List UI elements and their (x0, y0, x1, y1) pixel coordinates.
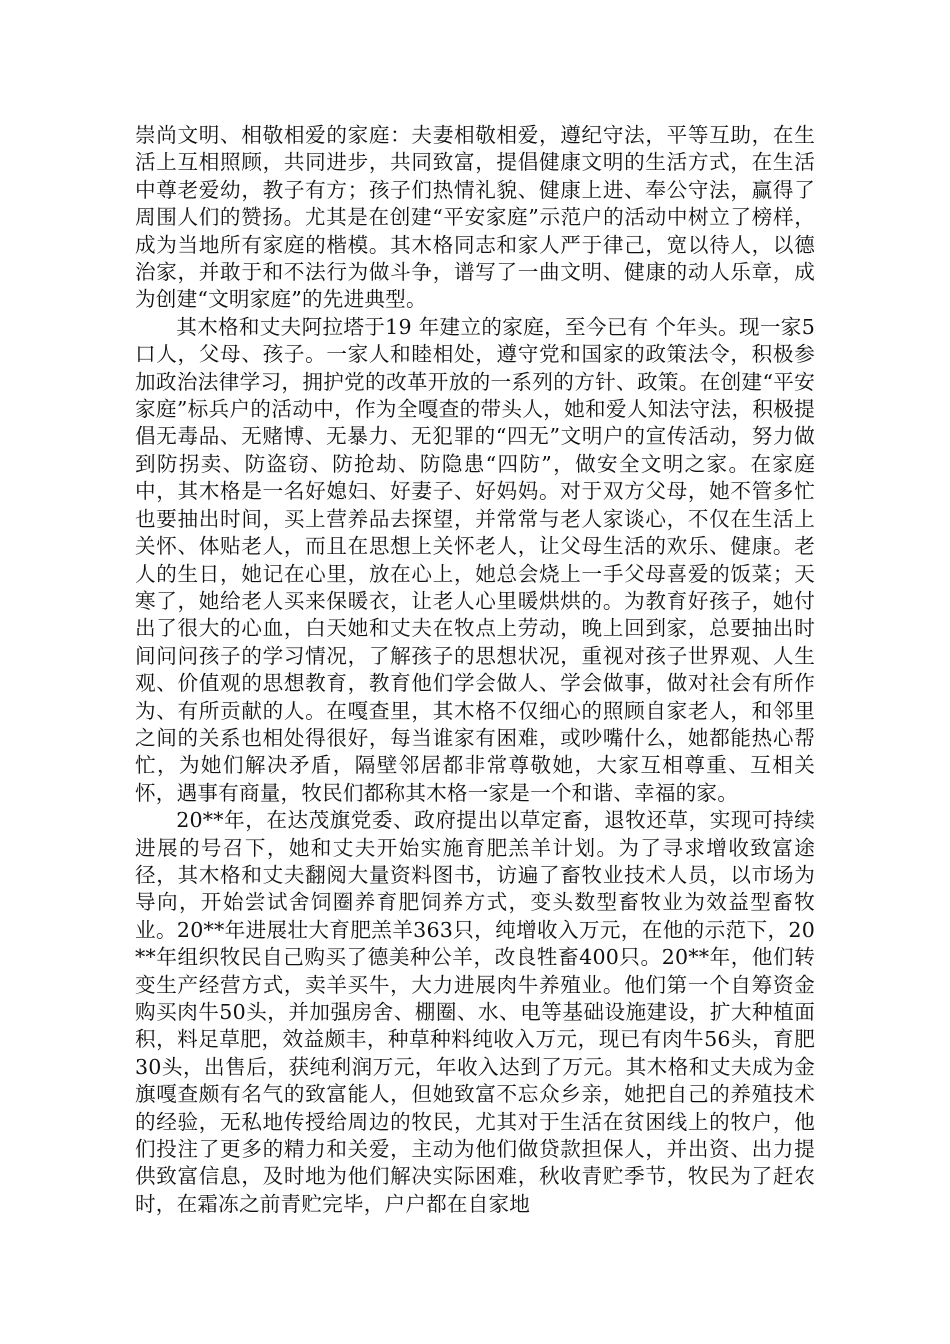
document-body (135, 122, 815, 1218)
paragraph-3: 20**年，在达茂旗党委、政府提出以草定畜，退牧还草，实现可持续进展的号召下，她和丈夫开始实施育肥羔羊计划。为了寻求增收致富途径，其木格和丈夫翻阅大量资料图书，访遍了畜牧业技术人员，以市场为导向，开始尝试舍饲圈养育肥饲养方式，变头数型畜牧业为效益型畜牧业。20**年进展壮大育肥羔羊363只，纯增收入万元，在他的示范下，20**年组织牧民自己购买了德美种公羊，改良牲畜400只。20**年，他们转变生产经营方式，卖羊买牛，大力进展肉牛养殖业。他们第一个自筹资金购买肉牛50头，并加强房舍、棚圈、水、电等基础设施建设，扩大种植面积，料足草肥，效益颇丰，种草种料纯收入万元，现已有肉牛56头，育肥30头，出售后，获纯利润万元，年收入达到了万元。其木格和丈夫成为金旗嘎查颇有名气的致富能人，但她致富不忘众乡亲，她把自己的养殖技术的经验，无私地传授给周边的牧民，尤其对于生活在贫困线上的牧户，他们投注了更多的精力和关爱，主动为他们做贷款担保人，并出资、出力提供致富信息，及时地为他们解决实际困难，秋收青贮季节，牧民为了赶农时，在霜冻之前青贮完毕，户户都在自家地 (135, 808, 815, 1216)
paragraph-1: 崇尚文明、相敬相爱的家庭：夫妻相敬相爱，遵纪守法，平等互助，在生活上互相照顾，共同进步，共同致富，提倡健康文明的生活方式，在生活中尊老爱幼，教子有方；孩子们热情礼貌、健康上进、奉公守法，赢得了周围人们的赞扬。尤其是在创建“平安家庭”示范户的活动中树立了榜样，成为当地所有家庭的楷模。其木格同志和家人严于律己，宽以待人，以德治家，并敢于和不法行为做斗争，谱写了一曲文明、健康的动人乐章，成为创建“文明家庭”的先进典型。 (135, 123, 815, 312)
paragraph-2: 其木格和丈夫阿拉塔于19 年建立的家庭，至今已有 个年头。现一家5口人，父母、孩子。一家人和睦相处，遵守党和国家的政策法令，积极参加政治法律学习，拥护党的改革开放的一系列的方针、政策。在创建“平安家庭”标兵户的活动中，作为全嘎查的带头人，她和爱人知法守法，积极提倡无毒品、无赌博、无暴力、无犯罪的“四无”文明户的宣传活动，努力做到防拐卖、防盗窃、防抢劫、防隐患“四防”，做安全文明之家。在家庭中，其木格是一名好媳妇、好妻子、好妈妈。对于双方父母，她不管多忙也要抽出时间，买上营养品去探望，并常常与老人家谈心，不仅在生活上关怀、体贴老人，而且在思想上关怀老人，让父母生活的欢乐、健康。老人的生日，她记在心里，放在心上，她总会烧上一手父母喜爱的饭菜；天寒了，她给老人买来保暖衣，让老人心里暖烘烘的。为教育好孩子，她付出了很大的心血，白天她和丈夫在牧点上劳动，晚上回到家，总要抽出时间问问孩子的学习情况，了解孩子的思想状况，重视对孩子世界观、人生观、价值观的思想教育，教育他们学会做人、学会做事，做对社会有所作为、有所贡献的人。在嘎查里，其木格不仅细心的照顾自家老人，和邻里之间的关系也相处得很好，每当谁家有困难，或吵嘴什么，她都能热心帮忙，为她们解决矛盾，隔壁邻居都非常尊敬她，大家互相尊重、互相关怀，遇事有商量，牧民们都称其木格一家是一个和谐、幸福的家。 (135, 314, 815, 805)
